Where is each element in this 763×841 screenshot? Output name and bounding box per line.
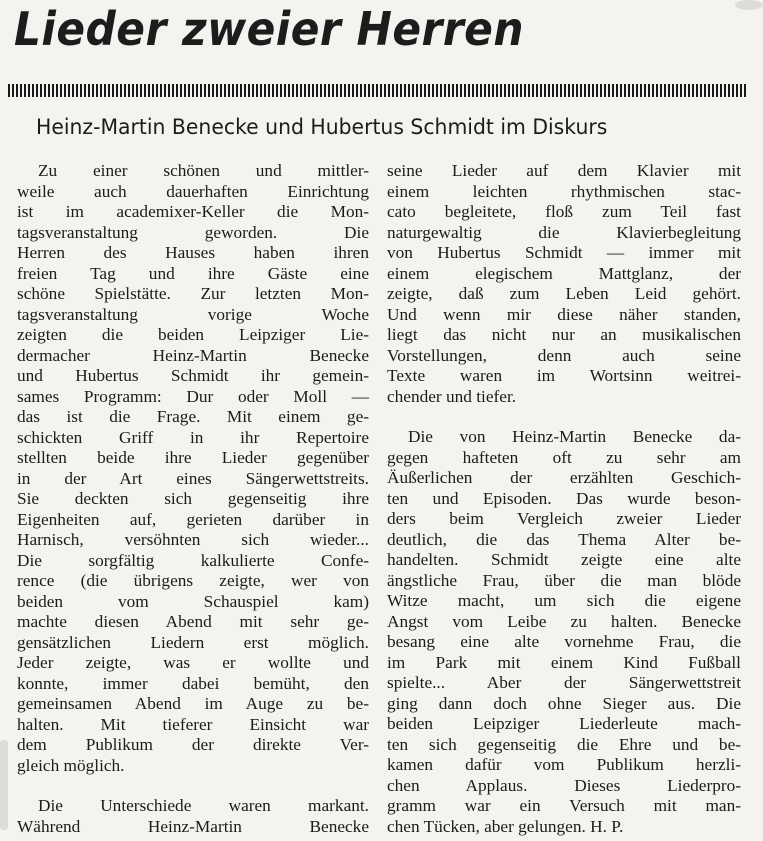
text-line: Zu einer schönen und mittler- — [38, 161, 369, 180]
text-line: Sie deckten sich gegenseitig ihre — [17, 489, 369, 508]
text-line: chender und tiefer. — [387, 386, 517, 406]
text-line: ging dann doch ohne Sieger aus. Die — [387, 693, 741, 713]
text-line: machte diesen Abend mit sehr ge- — [17, 612, 369, 631]
text-line: besang eine alte vornehme Frau, die — [387, 632, 741, 651]
headline-rule — [8, 84, 746, 97]
right-column — [387, 161, 741, 837]
text-line: kamen dafür vom Publikum herzli- — [387, 755, 741, 774]
text-line: Die sorgfältig kalkulierte Confe- — [17, 550, 369, 570]
text-line: chen Applaus. Dieses Liederpro- — [387, 775, 741, 795]
text-line: weile auch dauerhaften Einrichtung — [17, 181, 369, 201]
text-line: schickten Griff in ihr Repertoire — [17, 427, 369, 447]
text-line: Harnisch, versöhnten sich wieder... — [17, 530, 369, 549]
left-paragraph-2 — [17, 796, 369, 837]
text-line: Witze macht, um sich die eigene — [387, 591, 741, 610]
text-line: Die von Heinz-Martin Benecke da- — [408, 427, 741, 446]
text-line: beiden vom Schauspiel kam) — [17, 591, 369, 611]
text-line: Während Heinz-Martin Benecke — [17, 816, 369, 836]
text-line: sames Programm: Dur oder Moll — — [17, 386, 369, 406]
text-line: zeigte, daß zum Leben Leid gehört. — [387, 284, 741, 303]
text-line: ten sich gegenseitig die Ehre und be- — [387, 734, 741, 754]
text-line: freien Tag und ihre Gäste eine — [17, 263, 369, 283]
print-smudge — [735, 0, 763, 10]
text-line: schöne Spielstätte. Zur letzten Mon- — [17, 284, 369, 303]
headline: Lieder zweier Herren — [14, 2, 524, 56]
text-line: halten. Mit tieferer Einsicht war — [17, 714, 369, 734]
text-line: das ist die Frage. Mit einem ge- — [17, 407, 369, 426]
text-line: Angst vom Leibe zu halten. Benecke — [387, 611, 741, 631]
subheadline: Heinz-Martin Benecke und Hubertus Schmidt im Diskurs — [36, 115, 608, 139]
text-line: von Hubertus Schmidt — immer mit — [387, 243, 741, 262]
text-line: gramm war ein Versuch mit man- — [387, 796, 741, 815]
text-line: liegt das nicht nur an musikalischen — [387, 325, 741, 344]
text-line: rence (die übrigens zeigte, wer von — [17, 571, 369, 590]
text-line: gegen hafteten oft zu sehr am — [387, 447, 741, 467]
text-line: tagsveranstaltung geworden. Die — [17, 222, 369, 242]
print-smudge — [0, 740, 8, 830]
text-line: Vorstellungen, denn auch seine — [387, 345, 741, 365]
text-line: stellten beide ihre Lieder gegenüber — [17, 448, 369, 467]
text-line: zeigten die beiden Leipziger Lie- — [17, 325, 369, 344]
text-line: deutlich, die das Thema Alter be- — [387, 529, 741, 549]
text-line: dermacher Heinz-Martin Benecke — [17, 345, 369, 365]
text-line: tagsveranstaltung vorige Woche — [17, 304, 369, 324]
text-line: gleich möglich. — [17, 755, 125, 775]
text-line: Äußerlichen der erzählten Geschich- — [387, 468, 741, 487]
left-column — [17, 161, 369, 837]
text-line: Die Unterschiede waren markant. — [38, 796, 369, 815]
text-line: spielte... Aber der Sängerwettstreit — [387, 673, 741, 692]
text-line: im Park mit einem Kind Fußball — [387, 652, 741, 672]
text-line: handelten. Schmidt zeigte eine alte — [387, 550, 741, 569]
text-line: ten und Episoden. Das wurde beson- — [387, 488, 741, 508]
text-line: chen Tücken, aber gelungen. H. P. — [387, 816, 624, 836]
left-paragraph-1 — [17, 161, 369, 776]
text-line: konnte, immer dabei bemüht, den — [17, 673, 369, 693]
paragraph-gap — [17, 776, 369, 796]
text-line: und Hubertus Schmidt ihr gemein- — [17, 366, 369, 385]
text-line: gemeinsamen Abend im Auge zu be- — [17, 694, 369, 713]
text-line: Herren des Hauses haben ihren — [17, 243, 369, 262]
text-line: naturgewaltig die Klavierbegleitung — [387, 222, 741, 242]
text-line: beiden Leipziger Liederleute mach- — [387, 714, 741, 733]
paragraph-gap — [387, 407, 741, 427]
text-line: ängstliche Frau, über die man blöde — [387, 570, 741, 590]
text-line: dem Publikum der direkte Ver- — [17, 735, 369, 754]
text-line: Und wenn mir diese näher standen, — [387, 304, 741, 324]
text-line: einem elegischem Mattglanz, der — [387, 263, 741, 283]
text-line: cato begleitete, floß zum Teil fast — [387, 202, 741, 221]
right-paragraph-1 — [387, 161, 741, 407]
text-line: in der Art eines Sängerwettstreits. — [17, 468, 369, 488]
text-line: gensätzlichen Liedern erst möglich. — [17, 632, 369, 652]
text-line: seine Lieder auf dem Klavier mit — [387, 161, 741, 180]
text-line: Eigenheiten auf, gerieten darüber in — [17, 509, 369, 529]
text-line: ist im academixer-Keller die Mon- — [17, 202, 369, 221]
text-line: ders beim Vergleich zweier Lieder — [387, 509, 741, 528]
text-line: Texte waren im Wortsinn weitrei- — [387, 366, 741, 385]
text-line: Jeder zeigte, was er wollte und — [17, 653, 369, 672]
right-paragraph-2 — [387, 427, 741, 837]
text-line: einem leichten rhythmischen stac- — [387, 181, 741, 201]
